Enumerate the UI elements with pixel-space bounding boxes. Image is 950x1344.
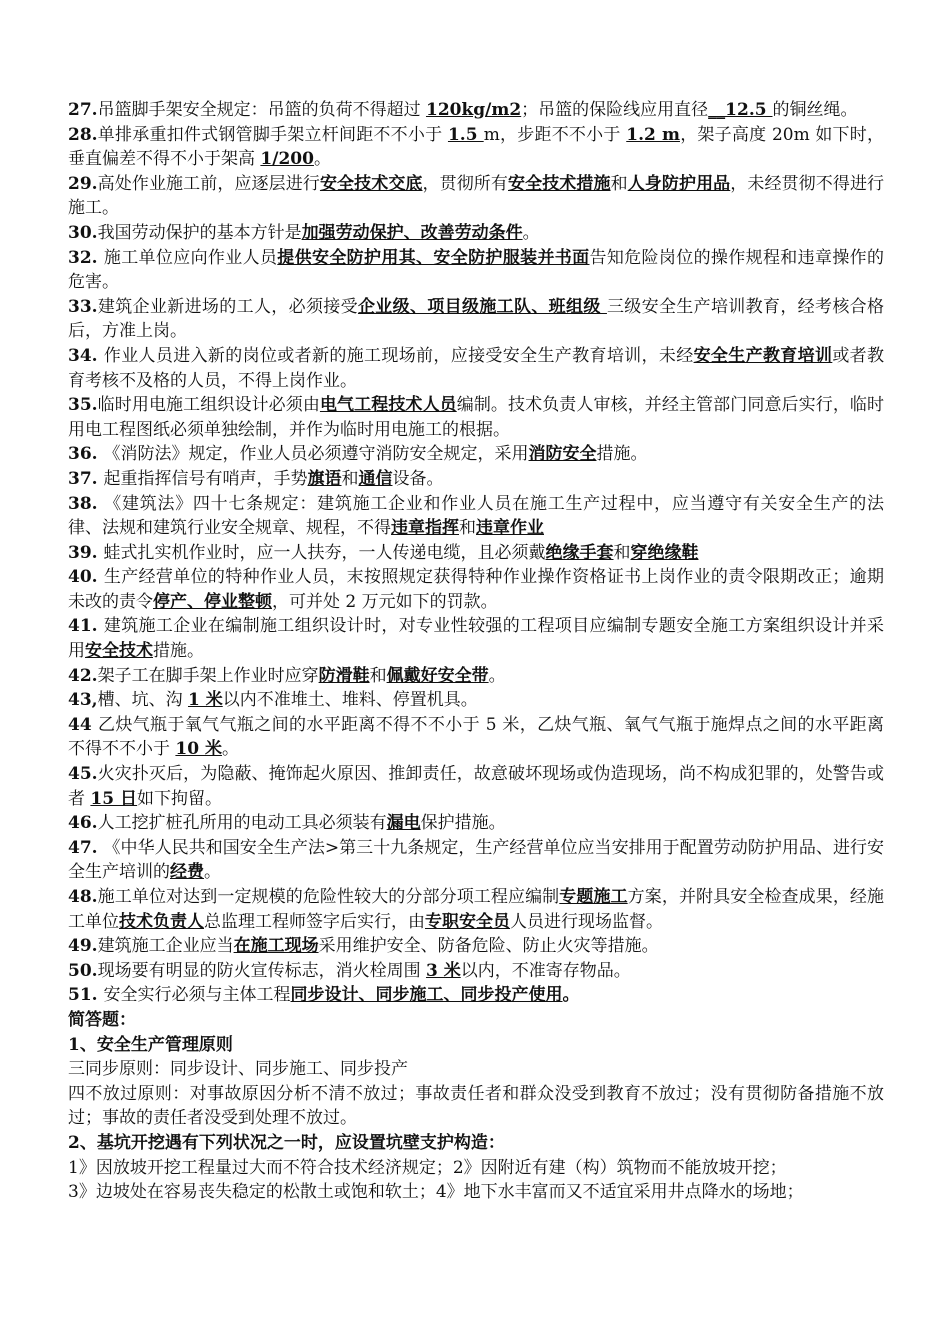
paragraph bbox=[68, 762, 884, 811]
paragraph bbox=[68, 713, 884, 762]
paragraph bbox=[68, 221, 884, 246]
underlined-answer: 3 米 bbox=[425, 960, 461, 981]
bold-text: 39. bbox=[68, 542, 104, 563]
text-run: 槽、坑、沟 bbox=[97, 690, 188, 711]
underlined-answer: 通信 bbox=[358, 468, 393, 489]
underlined-answer: 专题施工 bbox=[559, 887, 628, 907]
underlined-answer: 佩戴好安全带 bbox=[386, 665, 489, 686]
underlined-answer: 违章指挥 bbox=[391, 518, 459, 539]
text-run: 建筑企业新进场的工人，必须接受 bbox=[97, 296, 358, 317]
text-run: 。 bbox=[522, 222, 540, 243]
text-run: 总监理工程师签字后实行，由 bbox=[204, 911, 425, 932]
bold-text: 34. bbox=[68, 345, 104, 366]
text-run: 吊篮脚手架安全规定：吊篮的负荷不得超过 bbox=[97, 100, 426, 120]
bold-text: 1、安全生产管理原则 bbox=[68, 1034, 233, 1055]
underlined-answer: 同步设计、同步施工、同步投产使用 bbox=[290, 985, 563, 1006]
paragraph bbox=[68, 664, 884, 689]
underlined-answer: 1.5 bbox=[447, 124, 484, 145]
underlined-answer: 经费 bbox=[170, 862, 204, 883]
text-run: m，步距不不小于 bbox=[483, 124, 627, 145]
bold-text: 30. bbox=[68, 222, 98, 243]
underlined-answer: 安全技术措施 bbox=[508, 173, 611, 194]
bold-text: 28. bbox=[68, 124, 98, 145]
bold-text: 简答题： bbox=[68, 1009, 136, 1030]
paragraph bbox=[68, 983, 884, 1008]
underlined-answer: 电气工程技术人员 bbox=[319, 395, 457, 416]
text-run: 设备。 bbox=[392, 468, 444, 489]
text-run: 方案，并附具安全检查成果，经施工单位 bbox=[68, 887, 885, 932]
paragraph bbox=[68, 295, 884, 344]
text-run: 乙炔气瓶于氧气气瓶之间的水平距离不得不不小于 5 米，乙炔气瓶、氧气气瓶于施焊点之间的水平距离不得不不小于 bbox=[68, 714, 885, 760]
underlined-answer: 提供安全防护用其、安全防护服装并书面 bbox=[277, 247, 590, 268]
text-run: 三级安全生产培训教育，经考核合格后，方准上岗。 bbox=[68, 296, 885, 342]
text-run: 现场要有明显的防火宣传标志，消火栓周围 bbox=[97, 960, 426, 981]
underlined-answer: 15 日 bbox=[90, 788, 137, 809]
paragraph bbox=[68, 1156, 884, 1181]
underlined-answer: 安全生产教育培训 bbox=[693, 345, 833, 366]
text-run: 和 bbox=[610, 173, 628, 194]
text-run: 四不放过原则：对事故原因分析不清不放过；事故责任者和群众没受到教育不放过；没有贯彻防备措施不放过；事故的责任者没受到处理不放过。 bbox=[68, 1083, 884, 1129]
paragraph bbox=[68, 836, 884, 885]
text-run: 生产经营单位的特种作业人员，末按照规定获得特种作业操作资格证书上岗作业的责令限期改正；逾期未改的责令 bbox=[68, 567, 884, 612]
text-run: 的铜丝绳。 bbox=[772, 100, 858, 120]
underlined-answer: 漏电 bbox=[386, 813, 421, 834]
paragraph bbox=[68, 565, 884, 614]
paragraph bbox=[68, 1131, 884, 1156]
text-run: 起重指挥信号有哨声，手势 bbox=[103, 468, 308, 489]
text-run: 编制。技术负责人审核，并经主管部门同意后实行，临时用电工程图纸必须单独绘制，并作为临时用电施工的根据。 bbox=[68, 395, 885, 440]
bold-text: 37. bbox=[68, 468, 104, 489]
paragraph bbox=[68, 688, 884, 713]
paragraph bbox=[68, 246, 884, 295]
paragraph bbox=[68, 1008, 884, 1033]
underlined-answer: 1.2 m bbox=[626, 124, 680, 145]
bold-text: 50. bbox=[68, 960, 98, 981]
underlined-answer: 技术负责人 bbox=[119, 911, 204, 932]
underlined-answer: 防滑鞋 bbox=[318, 665, 370, 686]
text-run: 和 bbox=[369, 665, 387, 686]
text-run: 高处作业施工前，应逐层进行 bbox=[97, 173, 320, 194]
paragraph bbox=[68, 98, 884, 123]
bold-text: 32. bbox=[68, 247, 104, 268]
text-run: 保护措施。 bbox=[420, 813, 506, 834]
text-run: 。 bbox=[221, 739, 239, 760]
bold-text: 51. bbox=[68, 985, 104, 1006]
underlined-answer: 10 米 bbox=[175, 739, 222, 760]
text-run: 我国劳动保护的基本方针是 bbox=[97, 222, 302, 243]
bold-text: 2、基坑开挖遇有下列状况之一时，应设置坑壁支护构造： bbox=[68, 1132, 505, 1153]
bold-text: 29. bbox=[68, 173, 98, 194]
text-run: 和 bbox=[459, 518, 476, 539]
bold-text: 40. bbox=[68, 567, 104, 588]
text-run: ，架子高度 20m 如下时，垂直偏差不得不小于架高 bbox=[68, 124, 885, 170]
underlined-answer: 加强劳动保护、改善劳动条件 bbox=[301, 222, 523, 243]
text-run: 以内，不准寄存物品。 bbox=[460, 960, 631, 981]
text-run: 施工单位对达到一定规模的危险性较大的分部分项工程应编制 bbox=[97, 887, 560, 907]
bold-text: 47. bbox=[68, 837, 104, 858]
text-run: ，未经贯彻不得进行施工。 bbox=[68, 173, 885, 219]
underlined-answer: 企业级、项目级施工队、班组级 bbox=[357, 296, 607, 317]
text-run: ，贯彻所有 bbox=[422, 173, 508, 194]
underlined-answer: 专职安全员 bbox=[425, 911, 510, 932]
bold-text: 44 bbox=[68, 714, 98, 735]
text-run: 建筑施工企业在编制施工组织设计时，对专业性较强的工程项目应编制专题安全施工方案组织设计并采用 bbox=[68, 616, 884, 662]
bold-text: 43, bbox=[68, 690, 98, 711]
text-run: ，可并处 2 万元如下的罚款。 bbox=[272, 591, 498, 612]
paragraph bbox=[68, 1082, 884, 1131]
paragraph bbox=[68, 492, 884, 541]
bold-text: 33. bbox=[68, 296, 98, 317]
text-run: 和 bbox=[613, 542, 631, 563]
text-run: 《消防法》规定，作业人员必须遵守消防安全规定，采用 bbox=[103, 444, 529, 465]
text-run: 单排承重扣件式钢管脚手架立杆间距不不小于 bbox=[97, 124, 448, 145]
underlined-answer: 1 米 bbox=[187, 690, 223, 711]
underlined-answer: 1/200 bbox=[260, 149, 314, 170]
bold-text: 48. bbox=[68, 887, 98, 907]
text-run: 架子工在脚手架上作业时应穿 bbox=[97, 665, 319, 686]
paragraph bbox=[68, 467, 884, 492]
text-run: 临时用电施工组织设计必须由 bbox=[97, 395, 320, 416]
paragraph bbox=[68, 959, 884, 984]
underlined-answer: 违章作业 bbox=[476, 518, 544, 539]
text-run: 建筑施工企业应当 bbox=[97, 936, 234, 957]
bold-text: 38. bbox=[68, 493, 105, 514]
bold-text: 41. bbox=[68, 616, 104, 637]
text-run: 措施。 bbox=[596, 444, 648, 465]
paragraph bbox=[68, 934, 884, 959]
text-run: 人工挖扩桩孔所用的电动工具必须装有 bbox=[97, 813, 387, 834]
underlined-answer: 穿绝缘鞋 bbox=[630, 542, 699, 563]
text-run: 。 bbox=[204, 862, 221, 883]
text-run: 3》边坡处在容易丧失稳定的松散土或饱和软土；4》地下水丰富而又不适宜采用井点降水的场地； bbox=[68, 1182, 804, 1203]
bold-text: 35. bbox=[68, 395, 98, 416]
text-run: ；吊篮的保险线应用直径 bbox=[521, 100, 709, 120]
paragraph bbox=[68, 885, 884, 934]
paragraph bbox=[68, 123, 884, 172]
text-run: 以内不准堆土、堆料、停置机具。 bbox=[222, 690, 478, 711]
text-run: 《中华人民共和国安全生产法>第三十九条规定，生产经营单位应当安排用于配置劳动防护用品、进行安全生产培训的 bbox=[68, 837, 884, 883]
text-run: 火灾扑灭后，为隐蔽、掩饰起火原因、推卸责任，故意破坏现场或伪造现场，尚不构成犯罪的，处警告或者 bbox=[68, 764, 884, 809]
text-run: 如下拘留。 bbox=[136, 788, 222, 809]
text-run: 。 bbox=[313, 149, 331, 170]
underlined-answer: 绝缘手套 bbox=[545, 542, 614, 563]
document-body bbox=[68, 98, 884, 1205]
underlined-answer: 120kg/m2 bbox=[425, 100, 522, 120]
underlined-answer: 安全技术 bbox=[85, 641, 153, 662]
text-run: 人员进行现场监督。 bbox=[510, 911, 663, 932]
text-run: 蛙式扎实机作业时，应一人扶夯，一人传递电缆，且必须戴 bbox=[103, 542, 546, 563]
text-run: 采用维护安全、防备危险、防止火灾等措施。 bbox=[318, 936, 659, 957]
bold-text: 36. bbox=[68, 444, 104, 465]
paragraph bbox=[68, 1180, 884, 1205]
paragraph bbox=[68, 811, 884, 836]
text-run: 施工单位应向作业人员 bbox=[103, 247, 278, 268]
paragraph bbox=[68, 393, 884, 442]
bold-text: 45. bbox=[68, 764, 98, 785]
paragraph bbox=[68, 541, 884, 566]
text-run: 和 bbox=[341, 468, 359, 489]
bold-text: 42. bbox=[68, 665, 98, 686]
text-run: 1》因放坡开挖工程量过大而不符合技术经济规定；2》因附近有建（构）筑物而不能放坡开挖； bbox=[68, 1157, 787, 1178]
text-run: 。 bbox=[488, 665, 506, 686]
paragraph bbox=[68, 172, 884, 221]
paragraph bbox=[68, 1057, 884, 1082]
text-run: 措施。 bbox=[153, 641, 204, 662]
bold-text: 27. bbox=[68, 100, 98, 120]
underlined-answer: 安全技术交底 bbox=[319, 173, 423, 194]
text-run: 告知危险岗位的操作规程和违章操作的危害。 bbox=[68, 247, 885, 293]
paragraph bbox=[68, 614, 884, 663]
underlined-answer: 人身防护用品 bbox=[627, 173, 731, 194]
bold-text: 49. bbox=[68, 936, 98, 957]
bold-text: 。 bbox=[562, 985, 580, 1006]
underlined-answer: 停产、停业整顿 bbox=[153, 591, 272, 612]
text-run: 作业人员进入新的岗位或者新的施工现场前，应接受安全生产教育培训，未经 bbox=[103, 345, 694, 366]
text-run: 安全实行必须与主体工程 bbox=[103, 985, 291, 1006]
underlined-answer: 在施工现场 bbox=[233, 936, 319, 957]
bold-text: 46. bbox=[68, 813, 98, 834]
underlined-answer: __12.5 bbox=[708, 100, 773, 120]
paragraph bbox=[68, 442, 884, 467]
underlined-answer: 消防安全 bbox=[528, 444, 597, 465]
text-run: 或者教育考核不及格的人员，不得上岗作业。 bbox=[68, 345, 885, 391]
paragraph bbox=[68, 1033, 884, 1058]
paragraph bbox=[68, 344, 884, 393]
text-run: 三同步原则：同步设计、同步施工、同步投产 bbox=[68, 1059, 408, 1080]
text-run: 《建筑法》四十七条规定：建筑施工企业和作业人员在施工生产过程中，应当遵守有关安全生产的法律、法规和建筑行业安全规章、规程，不得 bbox=[68, 493, 884, 539]
underlined-answer: 旗语 bbox=[307, 468, 342, 489]
